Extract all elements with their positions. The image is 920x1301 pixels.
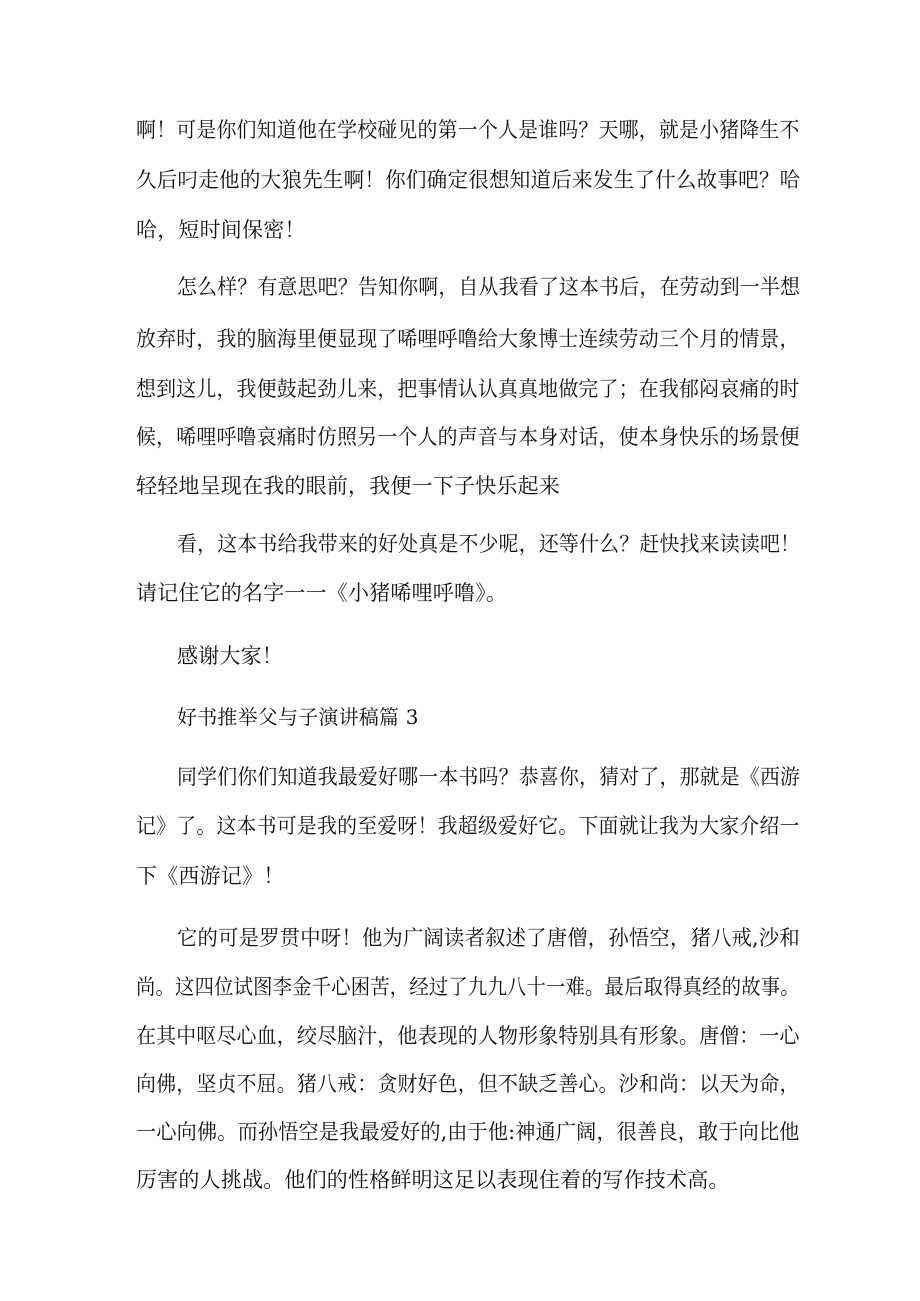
paragraph-line: 厉害的人挑战。他们的性格鲜明这足以表现住着的写作技术高。: [136, 1168, 730, 1192]
paragraph-line: 在其中呕尽心血，绞尽脑汁，他表现的人物形象特别具有形象。唐僧：一心: [136, 1024, 800, 1048]
paragraph-line: 哈，短时间保密！: [136, 218, 306, 242]
paragraph-line: 记》了。这本书可是我的至爱呀！我超级爱好它。下面就让我为大家介绍一: [136, 814, 800, 838]
section-title: 好书推举父与子演讲稿篇 3: [177, 705, 419, 729]
paragraph-line: 向佛，坚贞不屈。猪八戒：贪财好色，但不缺乏善心。沙和尚：以天为命，: [136, 1072, 800, 1096]
paragraph-line: 想到这儿，我便鼓起劲儿来，把事情认认真真地做完了；在我郁闷哀痛的时: [136, 377, 800, 401]
paragraph-line: 请记住它的名字一一《小猪唏哩呼噜》。: [136, 581, 508, 605]
paragraph-line: 放弃时，我的脑海里便显现了唏哩呼噜给大象博士连续劳动三个月的情景，: [136, 327, 800, 351]
paragraph-line: 看，这本书给我带来的好处真是不少呢，还等什么？赶快找来读读吧！: [177, 532, 801, 556]
paragraph-line: 候，唏哩呼噜哀痛时仿照另一个人的声音与本身对话，使本身快乐的场景便: [136, 425, 800, 449]
paragraph-line: 尚。这四位试图李金千心困苦，经过了九九八十一难。最后取得真经的故事。: [136, 975, 800, 999]
paragraph-line: 同学们你们知道我最爱好哪一本书吗？恭喜你，猜对了，那就是《西游: [177, 765, 801, 789]
paragraph-line: 啊！可是你们知道他在学校碰见的第一个人是谁吗？天哪，就是小猪降生不: [136, 118, 800, 142]
paragraph-line: 它的可是罗贯中呀！他为广阔读者叙述了唐僧，孙悟空，猪八戒,沙和: [177, 926, 800, 950]
paragraph-line: 怎么样？有意思吧？告知你啊，自从我看了这本书后，在劳动到一半想: [177, 275, 801, 299]
paragraph-line: 久后叼走他的大狼先生啊！你们确定很想知道后来发生了什么故事吧？哈: [136, 168, 801, 192]
paragraph-line: 轻轻地呈现在我的眼前，我便一下子快乐起来: [136, 474, 560, 498]
paragraph-line: 下《西游记》！: [136, 864, 285, 888]
closing-thanks: 感谢大家！: [177, 644, 283, 668]
paragraph-line: 一心向佛。而孙悟空是我最爱好的,由于他:神通广阔，很善良，敢于向比他: [136, 1120, 800, 1144]
